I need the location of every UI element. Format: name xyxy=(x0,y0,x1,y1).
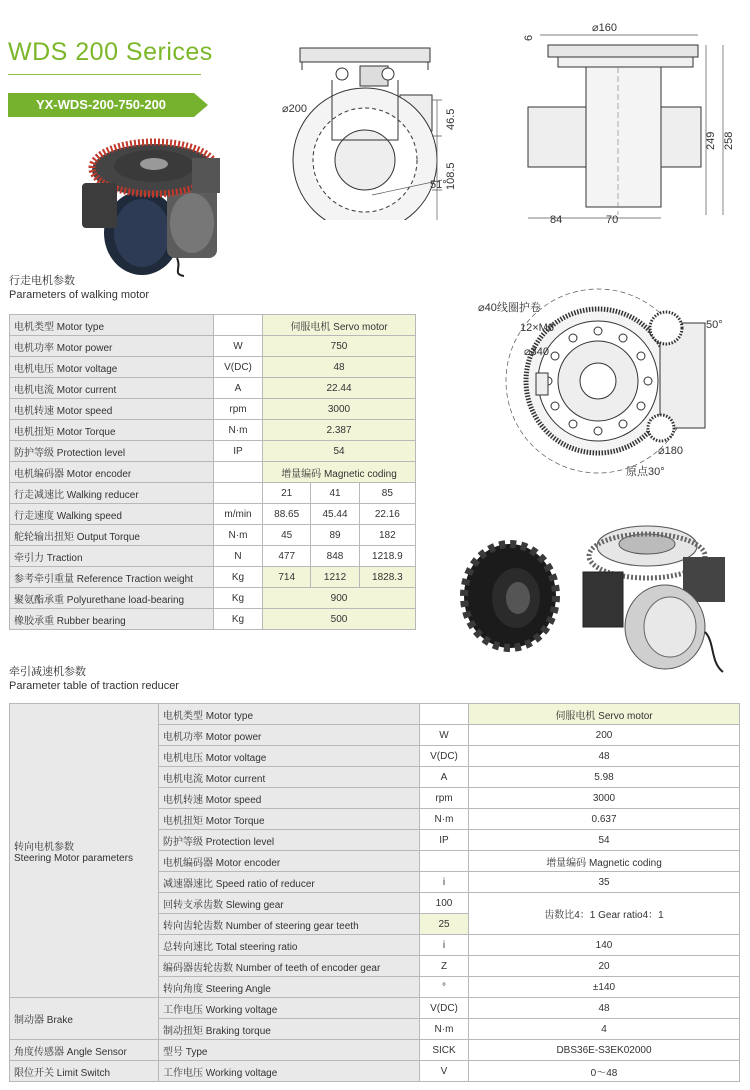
row-unit: Kg xyxy=(214,588,263,609)
title-underline xyxy=(8,74,201,75)
dim-top-dia-340: ⌀340 xyxy=(524,346,549,358)
row-unit xyxy=(420,704,469,725)
assembly-photo xyxy=(575,522,733,674)
row-value: 22.44 xyxy=(263,378,416,399)
table-row xyxy=(10,525,416,546)
table-row xyxy=(10,357,416,378)
row-value: 848 xyxy=(311,546,359,567)
row-unit: A xyxy=(420,767,469,788)
row-unit xyxy=(214,483,263,504)
dim-top-bolts: 12×M8 xyxy=(520,322,554,334)
limit-switch-group-cell: 限位开关 Limit Switch xyxy=(10,1061,159,1082)
traction-section-title-en: Parameter table of traction reducer xyxy=(9,680,179,692)
row-label: 聚氨酯承重 Polyurethane load-bearing xyxy=(10,588,214,609)
table-row xyxy=(10,483,416,504)
row-unit: m/min xyxy=(214,504,263,525)
row-value: 22.16 xyxy=(359,504,415,525)
traction-section-heading xyxy=(9,665,179,693)
row-unit xyxy=(214,462,263,483)
row-value: 54 xyxy=(469,830,740,851)
row-value: 200 xyxy=(469,725,740,746)
row-label: 电机类型 Motor type xyxy=(10,315,214,336)
row-value: 增量编码 Magnetic coding xyxy=(469,851,740,872)
row-unit: A xyxy=(214,378,263,399)
row-value: ±140 xyxy=(469,977,740,998)
row-value: 48 xyxy=(263,357,416,378)
row-value: 45 xyxy=(263,525,311,546)
dim-front-70: 70 xyxy=(606,214,619,226)
row-label: 电机电流 Motor current xyxy=(10,378,214,399)
row-unit: V(DC) xyxy=(214,357,263,378)
row-label: 转向角度 Steering Angle xyxy=(159,977,420,998)
walking-section-heading xyxy=(9,274,149,302)
row-value: 714 xyxy=(263,567,311,588)
row-unit: IP xyxy=(420,830,469,851)
dim-top-angle-50: 50° xyxy=(706,319,723,331)
steering-group-cell xyxy=(10,704,159,998)
row-label: 行走速度 Walking speed xyxy=(10,504,214,525)
table-row xyxy=(10,609,416,630)
angle-sensor-group-cell: 角度传感器 Angle Sensor xyxy=(10,1040,159,1061)
row-unit xyxy=(420,851,469,872)
walking-section-title-en: Parameters of walking motor xyxy=(9,289,149,301)
row-unit: i xyxy=(420,935,469,956)
row-unit: N xyxy=(214,546,263,567)
table-row xyxy=(10,504,416,525)
front-view-drawing xyxy=(518,15,748,230)
table-row xyxy=(10,399,416,420)
row-unit: W xyxy=(420,725,469,746)
drive-wheel-photo xyxy=(72,128,232,278)
row-label: 牵引力 Traction xyxy=(10,546,214,567)
dim-front-249: 249 xyxy=(705,131,717,150)
row-unit: 25 xyxy=(420,914,469,935)
table-row xyxy=(10,998,740,1019)
table-row xyxy=(10,378,416,399)
row-label: 型号 Type xyxy=(159,1040,420,1061)
row-unit: rpm xyxy=(420,788,469,809)
row-value: 750 xyxy=(263,336,416,357)
table-row xyxy=(10,1061,740,1082)
row-unit: 100 xyxy=(420,893,469,914)
row-unit: Kg xyxy=(214,609,263,630)
row-value: 0～48 xyxy=(469,1061,740,1082)
steering-group-en: Steering Motor parameters xyxy=(14,852,133,864)
row-label: 转向齿轮齿数 Number of steering gear teeth xyxy=(159,914,420,935)
table-row xyxy=(10,315,416,336)
row-label: 减速器速比 Speed ratio of reducer xyxy=(159,872,420,893)
row-value: 3000 xyxy=(263,399,416,420)
rubber-tire-photo xyxy=(458,540,560,652)
row-unit xyxy=(214,315,263,336)
row-label: 回转支承齿数 Slewing gear xyxy=(159,893,420,914)
row-value: 182 xyxy=(359,525,415,546)
table-row xyxy=(10,546,416,567)
row-value: 140 xyxy=(469,935,740,956)
dim-front-dia-160: ⌀160 xyxy=(592,22,617,34)
dim-top-origin: 原点30° xyxy=(626,466,665,478)
table-row xyxy=(10,1040,740,1061)
row-unit: N·m xyxy=(214,525,263,546)
walking-section-title-cn: 行走电机参数 xyxy=(9,275,75,287)
row-label: 电机扭矩 Motor Torque xyxy=(10,420,214,441)
row-value: 伺服电机 Servo motor xyxy=(263,315,416,336)
row-value: 0.637 xyxy=(469,809,740,830)
row-label: 电机转速 Motor speed xyxy=(159,788,420,809)
row-unit: IP xyxy=(214,441,263,462)
row-value: 伺服电机 Servo motor xyxy=(469,704,740,725)
row-value: 500 xyxy=(263,609,416,630)
brake-group-cell: 制动器 Brake xyxy=(10,998,159,1040)
table-row xyxy=(10,588,416,609)
dim-side-dia-200: ⌀200 xyxy=(282,103,307,115)
row-label: 电机类型 Motor type xyxy=(159,704,420,725)
row-label: 防护等级 Protection level xyxy=(10,441,214,462)
dim-top-hose: ⌀40线圈护卷 xyxy=(478,302,541,314)
row-value: 1212 xyxy=(311,567,359,588)
row-unit: V(DC) xyxy=(420,746,469,767)
row-value: 48 xyxy=(469,998,740,1019)
row-value: 48 xyxy=(469,746,740,767)
series-title: WDS 200 Serices xyxy=(8,38,213,66)
top-view-drawing xyxy=(478,278,750,483)
row-label: 电机电压 Motor voltage xyxy=(159,746,420,767)
row-value: 4 xyxy=(469,1019,740,1040)
row-value: 54 xyxy=(263,441,416,462)
table-row xyxy=(10,462,416,483)
row-value: 45.44 xyxy=(311,504,359,525)
model-banner: YX-WDS-200-750-200 xyxy=(8,93,194,117)
row-label: 电机编码器 Motor encoder xyxy=(10,462,214,483)
row-unit: V xyxy=(420,1061,469,1082)
row-label: 工作电压 Working voltage xyxy=(159,1061,420,1082)
row-unit: V(DC) xyxy=(420,998,469,1019)
row-value: 21 xyxy=(263,483,311,504)
row-value: 2.387 xyxy=(263,420,416,441)
row-unit: SICK xyxy=(420,1040,469,1061)
row-value: 齿数比4：1 Gear ratio4：1 xyxy=(469,893,740,935)
row-unit: N·m xyxy=(214,420,263,441)
row-label: 电机电压 Motor voltage xyxy=(10,357,214,378)
row-label: 电机编码器 Motor encoder xyxy=(159,851,420,872)
dim-front-84: 84 xyxy=(550,214,563,226)
table-row xyxy=(10,441,416,462)
dim-front-6: 6 xyxy=(523,34,535,41)
dim-side-angle-51: 51° xyxy=(430,179,447,191)
dim-side-108-5: 108.5 xyxy=(445,162,457,190)
table-row xyxy=(10,567,416,588)
row-value: 41 xyxy=(311,483,359,504)
row-label: 电机电流 Motor current xyxy=(159,767,420,788)
row-value: DBS36E-S3EK02000 xyxy=(469,1040,740,1061)
row-label: 电机转速 Motor speed xyxy=(10,399,214,420)
row-label: 行走减速比 Walking reducer xyxy=(10,483,214,504)
row-unit: N·m xyxy=(420,809,469,830)
row-value: 3000 xyxy=(469,788,740,809)
row-label: 工作电压 Working voltage xyxy=(159,998,420,1019)
row-unit: i xyxy=(420,872,469,893)
traction-section-title-cn: 牵引减速机参数 xyxy=(9,666,86,678)
row-label: 参考牵引重量 Reference Traction weight xyxy=(10,567,214,588)
row-value: 88.65 xyxy=(263,504,311,525)
table-row xyxy=(10,704,740,725)
traction-reducer-table xyxy=(9,703,740,1082)
row-label: 电机功率 Motor power xyxy=(159,725,420,746)
table-row xyxy=(10,420,416,441)
row-value: 35 xyxy=(469,872,740,893)
row-unit: N·m xyxy=(420,1019,469,1040)
row-unit: W xyxy=(214,336,263,357)
row-value: 89 xyxy=(311,525,359,546)
row-label: 制动扭矩 Braking torque xyxy=(159,1019,420,1040)
walking-motor-table xyxy=(9,314,416,630)
row-value: 增量编码 Magnetic coding xyxy=(263,462,416,483)
row-label: 橡胶承重 Rubber bearing xyxy=(10,609,214,630)
row-label: 电机功率 Motor power xyxy=(10,336,214,357)
row-unit: Kg xyxy=(214,567,263,588)
row-label: 舵轮输出扭矩 Output Torque xyxy=(10,525,214,546)
row-label: 编码器齿轮齿数 Number of teeth of encoder gear xyxy=(159,956,420,977)
steering-group-cn: 转向电机参数 xyxy=(14,841,74,853)
row-value: 1828.3 xyxy=(359,567,415,588)
row-unit: Z xyxy=(420,956,469,977)
row-unit: ° xyxy=(420,977,469,998)
side-view-drawing xyxy=(272,40,472,220)
dim-top-dia-180: ⌀180 xyxy=(658,445,683,457)
row-unit: rpm xyxy=(214,399,263,420)
row-label: 防护等级 Protection level xyxy=(159,830,420,851)
row-value: 5.98 xyxy=(469,767,740,788)
row-value: 900 xyxy=(263,588,416,609)
dim-front-258: 258 xyxy=(723,131,735,150)
row-value: 1218.9 xyxy=(359,546,415,567)
dim-side-46-5: 46.5 xyxy=(445,108,457,130)
row-label: 总转向速比 Total steering ratio xyxy=(159,935,420,956)
row-value: 477 xyxy=(263,546,311,567)
row-value: 85 xyxy=(359,483,415,504)
row-value: 20 xyxy=(469,956,740,977)
row-label: 电机扭矩 Motor Torque xyxy=(159,809,420,830)
table-row xyxy=(10,336,416,357)
